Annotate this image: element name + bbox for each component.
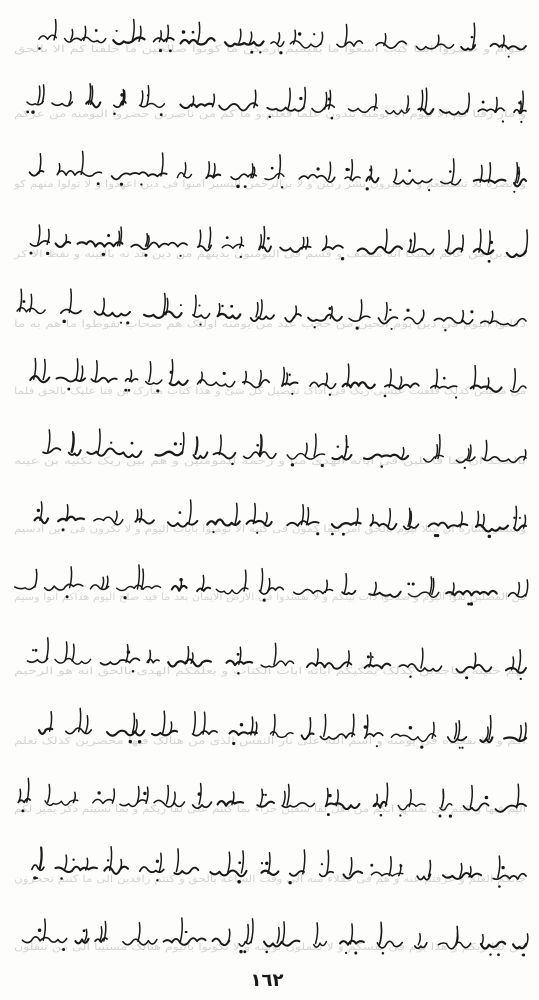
ink-dot xyxy=(513,517,515,519)
ink-ascender xyxy=(251,919,253,943)
ink-ascender xyxy=(246,925,248,943)
ink-ascender xyxy=(72,644,74,661)
ink-dot xyxy=(482,101,485,104)
ink-ascender xyxy=(425,88,427,111)
ink-dot xyxy=(412,582,415,585)
ink-dot xyxy=(520,121,522,123)
ink-ascender xyxy=(303,850,305,874)
ink-ascender xyxy=(76,359,78,380)
ink-dot xyxy=(147,94,149,96)
ink-stroke xyxy=(101,658,140,664)
ink-dot xyxy=(328,307,331,310)
ink-dot xyxy=(262,794,264,796)
manuscript-line xyxy=(14,359,526,399)
ink-ascender xyxy=(278,155,280,178)
ink-dot xyxy=(471,36,474,39)
ink-ascender xyxy=(325,373,327,385)
ink-dot xyxy=(501,866,504,869)
ink-ascender xyxy=(40,502,42,521)
ink-ascender xyxy=(240,237,242,248)
ink-stroke xyxy=(45,584,83,590)
ink-stroke xyxy=(104,867,128,874)
ink-ascender xyxy=(198,22,200,42)
ink-ascender xyxy=(112,789,114,803)
ink-ascender xyxy=(69,289,71,312)
ink-stroke xyxy=(152,731,177,735)
ink-ascender xyxy=(274,643,276,665)
ink-dot xyxy=(226,236,229,239)
ink-ascender xyxy=(303,88,305,109)
ink-dot xyxy=(299,97,302,100)
ink-dot xyxy=(313,33,315,35)
ink-ascender xyxy=(294,30,296,44)
ink-stroke xyxy=(15,585,36,589)
ink-dot xyxy=(470,310,473,313)
ink-ascender xyxy=(35,570,37,588)
ink-dot xyxy=(461,747,463,749)
ink-dot xyxy=(127,650,131,654)
ink-ascender xyxy=(212,94,214,107)
ink-ascender xyxy=(350,858,352,875)
ink-stroke xyxy=(78,241,123,247)
ink-dot xyxy=(400,864,403,867)
ink-stroke xyxy=(30,241,49,246)
ink-ascender xyxy=(42,85,44,103)
ink-dot xyxy=(180,443,182,445)
ink-stroke xyxy=(30,171,44,176)
ink-ascender xyxy=(84,26,86,40)
ink-stroke xyxy=(61,309,81,313)
ink-ascender xyxy=(118,231,120,245)
ink-dot xyxy=(237,653,240,656)
ink-ascender xyxy=(277,928,279,943)
ink-dot xyxy=(83,929,86,932)
ink-ascender xyxy=(253,504,255,524)
ink-ascender xyxy=(241,851,243,873)
ink-ascender xyxy=(166,25,168,42)
ink-dot xyxy=(110,442,112,444)
manuscript-line-text: بالمجد ان کنا فاعلین فی ایاته الهدی منا و رحمه للمومنین و هم بین ربک تکنیه بن عینه xyxy=(14,456,526,467)
ink-dot xyxy=(328,98,331,101)
ink-ascender xyxy=(282,922,284,943)
ink-ascender xyxy=(287,785,289,806)
manuscript-line-text: الیم فیها و کیتم فی نفسها انکم من اهل لقا سقین جزاء بما کنتم علی لقا ربکم و بما نسیتم ذکر یمیز لکم xyxy=(14,804,526,815)
ink-ascender xyxy=(149,362,151,382)
ink-ascender xyxy=(140,509,142,522)
ink-ascender xyxy=(345,25,347,45)
ink-ascender xyxy=(146,787,148,803)
ink-dot xyxy=(407,583,410,586)
manuscript-line-text: ان دین من عالم امتیکا انه منصف و قسم فی الیومنون بدینهم من دین هد نه بالبینه و نفظ الا کر xyxy=(12,249,527,260)
ink-ascender xyxy=(184,163,186,177)
ink-dot xyxy=(180,304,182,306)
ink-stroke xyxy=(146,380,162,384)
ink-dot xyxy=(238,861,241,864)
ink-dot xyxy=(406,309,409,312)
ink-dot xyxy=(520,678,522,680)
ink-ascender xyxy=(307,508,309,525)
ink-ascender xyxy=(207,162,209,177)
manuscript-line-text: من المصلین تقوا الیوم و صلحوا ذات بینکم و لا تفسدوا فی الارض الایمان بعد ما فید صلح الیوم هداکم انوا وسیم xyxy=(14,592,526,603)
ink-dot xyxy=(498,885,501,888)
ink-dot xyxy=(179,578,182,581)
ink-ascender xyxy=(314,434,316,456)
ink-stroke xyxy=(43,448,60,453)
manuscript-line xyxy=(14,847,526,888)
ink-dot xyxy=(198,304,200,306)
ink-dot xyxy=(367,655,370,658)
ink-stroke xyxy=(193,731,218,736)
ink-ascender xyxy=(385,303,387,320)
ink-dot xyxy=(519,517,521,519)
manuscript-line-text: اکم و ما تقعیده فی یومنه و اسم الله علی نار النفس الذی من هنالک فیها محضرین کذلک تعلم xyxy=(14,736,526,747)
ink-dot xyxy=(372,656,374,658)
ink-dot xyxy=(182,30,186,34)
ink-ascender xyxy=(163,294,165,315)
ink-ascender xyxy=(260,300,262,317)
manuscript-line-text: جائکم العلم و عرفتم عنه و هم فی غفلاء منه الی وقت الساعه بالحق و کنتم راقدین الی ما کنتم تحجرون xyxy=(14,874,526,885)
ink-stroke xyxy=(154,38,174,42)
ink-ascender xyxy=(43,360,45,380)
ink-dot xyxy=(443,377,446,380)
ink-dot xyxy=(174,442,177,445)
manuscript-line-text: اقوام و حضروا امنا کتب اسعوا ما بقیمیم ارمکن ما کونوا صالحین ما خلقنا کم الا بالحق xyxy=(14,44,526,55)
ink-stroke xyxy=(140,103,165,107)
ink-ascender xyxy=(360,300,362,319)
ink-dot xyxy=(95,29,98,32)
ink-ascender xyxy=(102,577,104,588)
ink-dot xyxy=(328,794,331,797)
ink-ascender xyxy=(86,716,88,732)
ink-ascender xyxy=(180,918,182,942)
ink-dot xyxy=(298,32,301,35)
ink-ascender xyxy=(251,164,253,178)
ink-dot xyxy=(489,953,491,955)
page-number: ١٦٢ xyxy=(250,970,284,991)
ink-ascender xyxy=(329,162,331,179)
ink-dot xyxy=(265,862,268,865)
ink-ascender xyxy=(98,429,100,452)
ink-dot xyxy=(107,234,110,237)
ink-dot xyxy=(370,864,373,867)
ink-ascender xyxy=(189,500,191,523)
ink-dot xyxy=(513,191,515,193)
ink-dot xyxy=(522,954,525,957)
ink-ascender xyxy=(38,225,40,244)
manuscript-line xyxy=(14,918,528,956)
ink-dot xyxy=(317,167,320,170)
ink-ascender xyxy=(166,786,168,804)
ink-ascender xyxy=(209,227,211,247)
ink-dot xyxy=(508,56,510,58)
manuscript-line xyxy=(14,638,526,680)
ink-dot xyxy=(347,446,349,448)
ink-ascender xyxy=(265,513,267,524)
ink-stroke xyxy=(28,659,48,663)
ink-ascender xyxy=(199,230,201,247)
ink-stroke xyxy=(230,731,257,735)
ink-dot xyxy=(37,509,40,512)
ink-dot xyxy=(271,167,274,170)
ink-ascender xyxy=(263,227,265,249)
manuscript-line xyxy=(14,778,526,817)
ink-dot xyxy=(72,859,74,861)
ink-dot xyxy=(464,467,466,469)
ink-dot xyxy=(32,649,34,651)
ink-ascender xyxy=(182,433,184,454)
ink-dot xyxy=(185,931,187,933)
ink-ascender xyxy=(526,934,528,946)
ink-dot xyxy=(488,535,491,538)
ink-ascender xyxy=(288,88,290,108)
ink-dot xyxy=(192,31,195,34)
ink-ascender xyxy=(38,86,40,103)
ink-dot xyxy=(156,860,159,863)
ink-dot xyxy=(240,723,243,726)
ink-ascender xyxy=(316,923,318,944)
ink-ascender xyxy=(141,569,143,589)
manuscript-line-text: دکانوا الیوم فی دین بوم الحین من حجب عند من یومنه اولئک هم صحاب نفوطوا ما هم به ما xyxy=(14,319,526,330)
manuscript-line xyxy=(14,708,526,749)
ink-dot xyxy=(131,442,134,445)
manuscript-line xyxy=(14,429,526,469)
ink-stroke xyxy=(218,314,241,319)
ink-ascender xyxy=(141,91,143,105)
ink-ascender xyxy=(239,29,241,43)
ink-stroke xyxy=(27,101,43,104)
ink-ascender xyxy=(327,850,329,874)
ink-dot xyxy=(518,101,521,104)
ink-dot xyxy=(364,725,368,729)
manuscript-line xyxy=(13,225,528,263)
ink-ascender xyxy=(48,785,50,803)
ink-stroke xyxy=(93,799,113,803)
ink-dot xyxy=(409,240,412,243)
ink-dot xyxy=(488,260,491,263)
ink-dot xyxy=(261,862,263,864)
ink-ascender xyxy=(282,368,284,385)
ink-dot xyxy=(459,747,461,749)
ink-stroke xyxy=(58,517,84,521)
ink-ascender xyxy=(138,923,140,942)
ink-ascender xyxy=(130,370,132,381)
ink-ascender xyxy=(173,792,175,804)
ink-stroke xyxy=(32,865,44,870)
ink-ascender xyxy=(132,20,134,42)
ink-ascender xyxy=(294,306,296,318)
ink-ascender xyxy=(115,511,117,521)
ink-dot xyxy=(517,171,521,175)
ink-dot xyxy=(179,511,182,514)
ink-dot xyxy=(221,305,223,307)
ink-dot xyxy=(321,863,323,865)
ink-ascender xyxy=(48,430,50,452)
ink-dot xyxy=(120,93,124,97)
ink-ascender xyxy=(259,371,261,385)
ink-ascender xyxy=(260,789,262,805)
ink-ascender xyxy=(163,711,165,733)
ink-dot xyxy=(97,791,100,794)
ink-ascender xyxy=(256,303,258,317)
ink-ascender xyxy=(176,849,178,872)
ink-dot xyxy=(265,794,267,796)
ink-ascender xyxy=(110,847,112,871)
ink-stroke xyxy=(170,381,188,386)
ink-ascender xyxy=(250,32,252,43)
ink-ascender xyxy=(135,720,137,733)
ink-ascender xyxy=(161,153,163,176)
ink-ascender xyxy=(81,151,83,174)
ink-ascender xyxy=(278,33,280,44)
ink-dot xyxy=(38,928,42,932)
ink-dot xyxy=(497,953,500,956)
ink-dot xyxy=(198,792,201,795)
manuscript-line xyxy=(14,289,526,331)
ink-stroke xyxy=(180,104,213,108)
ink-ascender xyxy=(324,715,326,737)
ink-ascender xyxy=(421,90,423,111)
ink-ascender xyxy=(345,574,347,593)
ink-dot xyxy=(170,371,173,374)
ink-dot xyxy=(369,168,372,171)
ink-dot xyxy=(490,241,493,244)
ink-ascender xyxy=(385,229,387,250)
ink-dot xyxy=(502,120,504,122)
ink-stroke xyxy=(57,171,101,176)
ink-ascender xyxy=(133,713,135,732)
ink-dot xyxy=(143,792,146,795)
ink-dot xyxy=(107,859,109,861)
ink-ascender xyxy=(73,792,75,802)
manuscript-line xyxy=(13,151,526,192)
ink-ascender xyxy=(46,638,48,661)
ink-ascender xyxy=(235,503,237,523)
manuscript-line-text: و یبشر بشاره ان سلا لیوم بالحق امر لیقا کمون فی کتبه الا تومنوا بایات الیوم و لا نکرون فی دین ادسیم xyxy=(14,524,527,535)
manuscript-line xyxy=(14,20,526,58)
ink-stroke xyxy=(56,867,97,872)
ink-ascender xyxy=(148,650,150,662)
ink-dot xyxy=(230,305,233,308)
ink-dot xyxy=(256,444,259,447)
ink-stroke xyxy=(69,450,81,455)
manuscript-line xyxy=(14,565,528,606)
manuscript-line-text: و انصره بلا تستطعم و لا تمرون بشر رکین و لا برالرحمن الیسیر امنوا فی دین اعهدوا و لا تولوا منهم کو xyxy=(12,179,527,190)
ink-stroke xyxy=(56,242,71,247)
ink-ascender xyxy=(65,642,67,661)
ink-ascender xyxy=(389,857,391,876)
ink-dot xyxy=(22,300,25,303)
ink-ascender xyxy=(146,234,148,246)
ink-ascender xyxy=(81,366,83,380)
ink-ascender xyxy=(202,576,204,591)
ink-ascender xyxy=(159,31,161,42)
ink-dot xyxy=(267,237,270,240)
manuscript-line-text: عن لقا ربکم و هذا یوم فی نفسکم و لا تعملون بومنه و لا تکونوا بالیوم هنالک مستیبا الی من تنقلون xyxy=(14,942,526,953)
ink-ascender xyxy=(65,855,67,870)
manuscript-line-text: و مار رفنا کم الا لیوم الا یومنه تندون علما فعلم و ما کم من ناصرین حضروا الیومنه من عرکم xyxy=(14,109,527,120)
ink-ascender xyxy=(386,783,388,806)
ink-ascender xyxy=(261,569,263,592)
ink-dot xyxy=(288,374,290,376)
ink-dot xyxy=(389,309,391,311)
ink-stroke xyxy=(126,379,138,382)
ink-stroke xyxy=(156,452,183,456)
ink-dot xyxy=(408,169,411,172)
ink-dot xyxy=(485,796,489,800)
ink-ascender xyxy=(347,651,349,667)
ink-stroke xyxy=(95,312,130,317)
ink-ascender xyxy=(305,443,307,456)
ink-stroke xyxy=(107,731,144,736)
ink-ascender xyxy=(95,361,97,381)
ink-dot xyxy=(116,30,118,32)
ink-dot xyxy=(34,649,37,652)
manuscript-line xyxy=(14,500,526,538)
manuscript-line-text: بهم حتینه ساجدین کذلک یمکیکم ایاته ابات الکتاب و یعلمکم الهدی بالحق انه هو الرحیم xyxy=(14,666,526,677)
manuscript-line xyxy=(14,84,526,123)
ink-stroke xyxy=(197,588,210,592)
ink-stroke xyxy=(193,314,210,318)
ink-ascender xyxy=(71,30,73,40)
ink-ascender xyxy=(139,26,141,41)
ink-dot xyxy=(409,726,413,730)
ink-ascender xyxy=(100,927,102,941)
ink-ascender xyxy=(159,853,161,871)
ink-dot xyxy=(345,168,348,171)
ink-ascender xyxy=(350,160,352,180)
ink-ascender xyxy=(228,852,230,872)
ink-dot xyxy=(223,372,226,375)
ink-dot xyxy=(337,445,339,447)
ink-ascender xyxy=(321,32,323,44)
ink-ascender xyxy=(69,92,71,104)
ink-ascender xyxy=(347,364,349,386)
ink-stroke xyxy=(135,519,154,524)
ink-dot xyxy=(449,170,452,173)
ink-ascender xyxy=(421,648,423,668)
manuscript-line-text: من مخیص کذلک فلفنت عیسی ربک فی اذاک تقضیل کل شئ و هذا کتاب مبارک بن فنا علیک بالحق فلما xyxy=(14,386,526,397)
ink-ascender xyxy=(526,580,528,596)
ink-ascender xyxy=(193,712,195,734)
ink-ascender xyxy=(102,298,104,313)
ink-ascender xyxy=(200,372,202,383)
ink-ascender xyxy=(219,435,221,455)
ink-ascender xyxy=(194,295,196,315)
